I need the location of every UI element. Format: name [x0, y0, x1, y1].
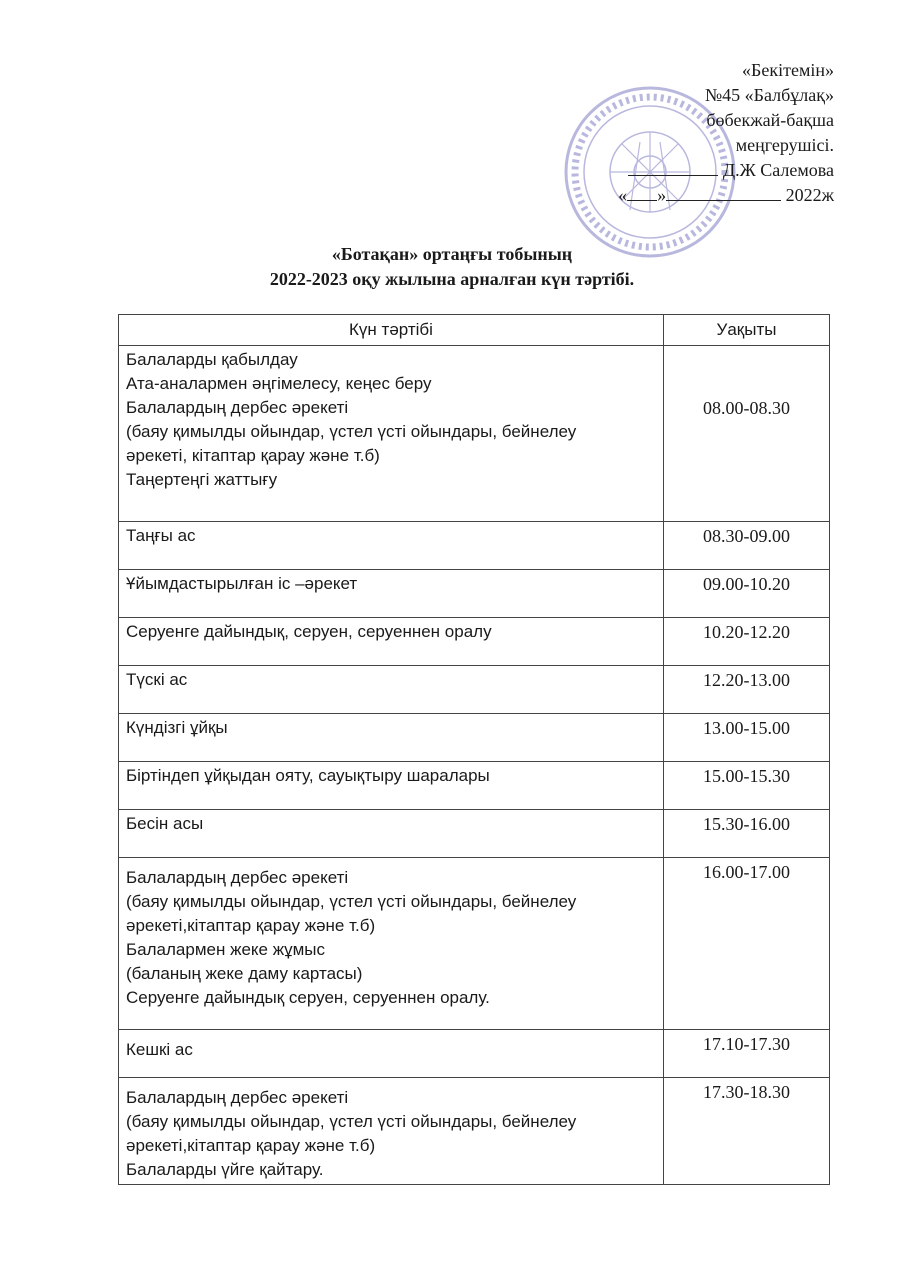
- activity-line: әрекеті,кітаптар қарау және т.б): [126, 916, 376, 935]
- activity-cell: [119, 714, 664, 762]
- time-cell: 17.10-17.30: [664, 1030, 830, 1078]
- time-cell: 15.00-15.30: [664, 762, 830, 810]
- title-line-year: 2022-2023 оқу жылына арналған күн тәртібі.: [269, 269, 635, 289]
- activity-line: Ата-аналармен әңгімелесу, кеңес беру: [126, 374, 432, 393]
- time-cell: 12.20-13.00: [664, 666, 830, 714]
- activity-line: Таңғы ас: [126, 526, 196, 545]
- activity-cell: [119, 810, 664, 858]
- approval-line-position: меңгерушісі.: [735, 135, 834, 155]
- activity-line: Түскі ас: [126, 670, 188, 689]
- table-row: [119, 618, 830, 666]
- table-row: [119, 762, 830, 810]
- date-quote-close: »: [657, 185, 667, 205]
- approval-line-approve: «Бекітемін»: [742, 60, 834, 80]
- time-cell: 13.00-15.00: [664, 714, 830, 762]
- activity-cell: [119, 762, 664, 810]
- activity-line: Кешкі ас: [126, 1040, 193, 1059]
- table-row: [119, 858, 830, 1030]
- approval-year: 2022ж: [785, 185, 834, 205]
- activity-cell: [119, 570, 664, 618]
- activity-line: әрекеті, кітаптар қарау және т.б): [126, 446, 380, 465]
- title-line-group: «Ботақан» ортаңғы тобының: [331, 244, 573, 264]
- approval-block: [618, 58, 834, 208]
- signature-blank: [628, 174, 718, 176]
- table-row: [119, 1078, 830, 1185]
- table-row: [119, 346, 830, 522]
- activity-line: Балалардың дербес әрекеті: [126, 868, 349, 887]
- activity-line: Балалардың дербес әрекеті: [126, 398, 349, 417]
- activity-cell: [119, 858, 664, 1030]
- activity-line: Серуенге дайындық, серуен, серуеннен оралу: [126, 622, 492, 641]
- activity-cell: [119, 666, 664, 714]
- approval-line-institution: бөбекжай-бақша: [706, 110, 834, 130]
- time-cell: 08.30-09.00: [664, 522, 830, 570]
- activity-line: (баяу қимылды ойындар, үстел үсті ойындары, бейнелеу: [126, 892, 577, 911]
- time-cell: 09.00-10.20: [664, 570, 830, 618]
- table-header-row: [119, 315, 830, 346]
- time-cell: 15.30-16.00: [664, 810, 830, 858]
- activity-cell: [119, 1078, 664, 1185]
- approval-signature-line: [618, 158, 834, 183]
- activity-cell: [119, 618, 664, 666]
- month-blank: [666, 199, 781, 201]
- activity-line: (баяу қимылды ойындар, үстел үсті ойындары, бейнелеу: [126, 1112, 577, 1131]
- activity-line: Балаларды үйге қайтару.: [126, 1160, 324, 1179]
- time-cell: 16.00-17.00: [664, 858, 830, 1030]
- daily-schedule-table: [118, 314, 830, 1185]
- time-cell: 08.00-08.30: [664, 346, 830, 522]
- time-cell: 10.20-12.20: [664, 618, 830, 666]
- activity-line: Бесін асы: [126, 814, 204, 833]
- activity-line: (баланың жеке даму картасы): [126, 964, 363, 983]
- activity-cell: [119, 1030, 664, 1078]
- date-quote-open: «: [618, 185, 628, 205]
- activity-line: Балаларды қабылдау: [126, 350, 298, 369]
- activity-line: (баяу қимылды ойындар, үстел үсті ойындары, бейнелеу: [126, 422, 577, 441]
- table-row: [119, 810, 830, 858]
- document-title: [0, 242, 904, 292]
- signer-name: Д.Ж Салемова: [722, 160, 834, 180]
- activity-line: Серуенге дайындық серуен, серуеннен оралу.: [126, 988, 490, 1007]
- header-activity: Күн тәртібі: [119, 315, 664, 346]
- time-cell: 17.30-18.30: [664, 1078, 830, 1185]
- table-row: [119, 570, 830, 618]
- approval-line-number: №45 «Балбұлақ»: [704, 85, 834, 105]
- activity-cell: [119, 522, 664, 570]
- table-row: [119, 522, 830, 570]
- activity-line: Күндізгі ұйқы: [126, 718, 228, 737]
- activity-line: Балалармен жеке жұмыс: [126, 940, 325, 959]
- table-row: [119, 666, 830, 714]
- activity-line: Таңертеңгі жаттығу: [126, 470, 278, 489]
- activity-line: Біртіндеп ұйқыдан ояту, сауықтыру шаралары: [126, 766, 490, 785]
- activity-line: Ұйымдастырылған іс –әрекет: [126, 574, 358, 593]
- activity-line: Балалардың дербес әрекеті: [126, 1088, 349, 1107]
- day-blank: [627, 199, 657, 201]
- table-row: [119, 714, 830, 762]
- activity-line: әрекеті,кітаптар қарау және т.б): [126, 1136, 376, 1155]
- approval-date-line: [618, 183, 834, 208]
- table-row: [119, 1030, 830, 1078]
- header-time: Уақыты: [664, 315, 830, 346]
- activity-cell: [119, 346, 664, 522]
